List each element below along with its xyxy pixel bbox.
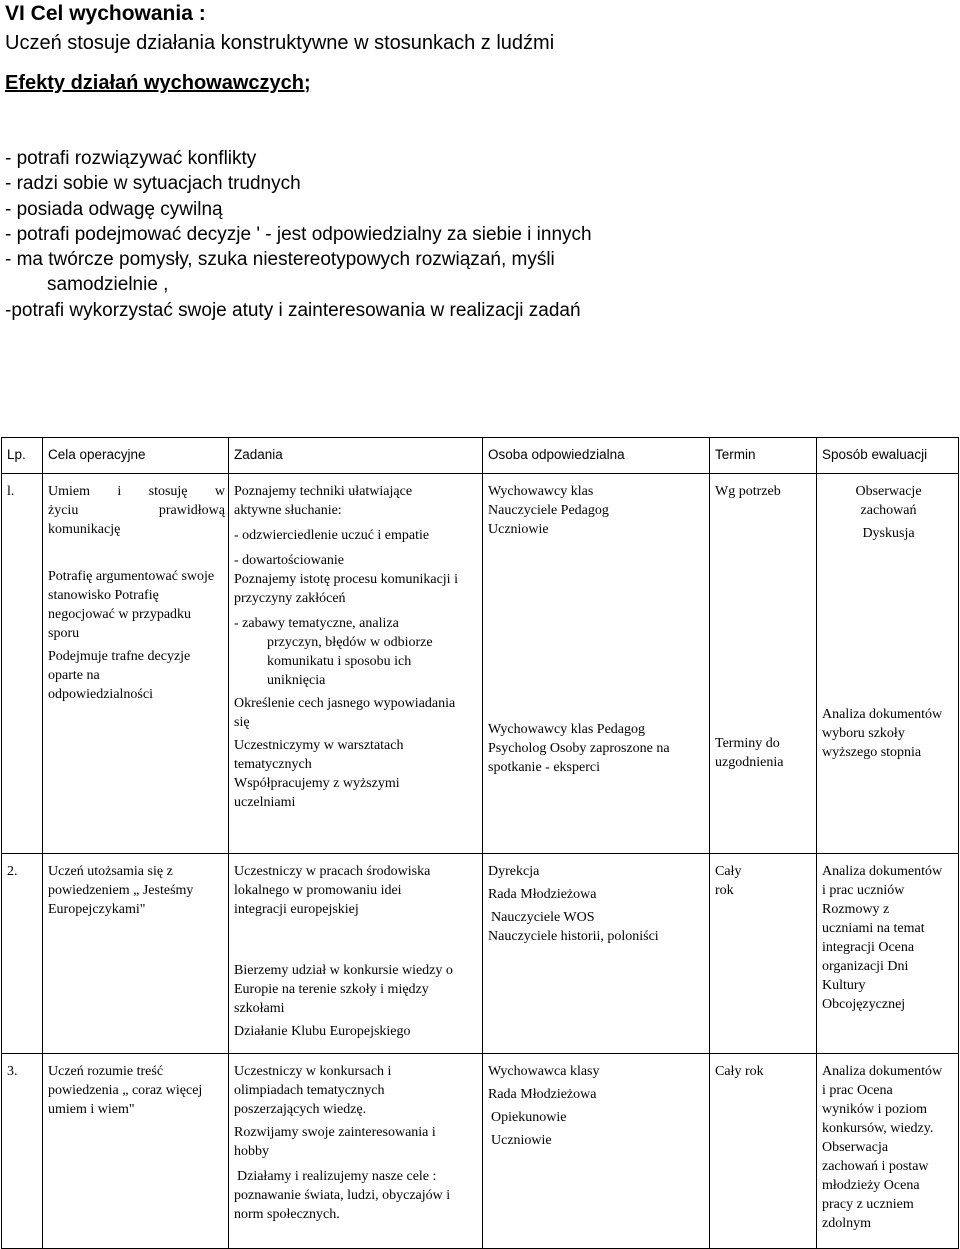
cell-termin: Cały rok [710, 854, 817, 1054]
table-header-row [2, 438, 959, 474]
effects-title: Efekty działań wychowawczych; [5, 72, 311, 94]
header-termin: Termin [710, 438, 817, 474]
section-title: VI Cel wychowania : [5, 2, 206, 25]
effect-item: samodzielnie , [47, 274, 169, 296]
cell-cel: Umiem i stosuję w życiu prawidłową komunikację Potrafię argumentować swoje stanowisko Potrafię negocjować w przypadku sporu Podejmuje trafne decyzje oparte na odpowiedzialności [43, 474, 229, 854]
cell-osoba: Wychowawca klasy Rada Młodzieżowa Opiekunowie Uczniowie [483, 1054, 710, 1249]
cell-zadania: Poznajemy techniki ułatwiające aktywne słuchanie: - odzwierciedlenie uczuć i empatie - dowartościowanie Poznajemy istotę procesu komunikacji i przyczyny zakłóceń - zabawy tematyczne, analiza przyczyn, błędów w odbiorze komunikatu i sposobu ich uniknięcia Określenie cech jasnego wypowiadania się Uczestniczymy w warsztatach tematycznych Współpracujemy z wyższymi uczelniami [229, 474, 483, 854]
heading-block [5, 2, 955, 95]
effect-item: -potrafi wykorzystać swoje atuty i zainteresowania w realizacji zadań [5, 299, 581, 321]
effect-item: - radzi sobie w sytuacjach trudnych [5, 173, 301, 195]
cell-lp: 3. [2, 1054, 43, 1249]
cell-cel: Uczeń utożsamia się z powiedzeniem „ Jesteśmy Europejczykami" [43, 854, 229, 1054]
cell-ewaluacja: Analiza dokumentów i prac Ocena wyników i poziom konkursów, wiedzy. Obserwacja zachowań i postaw młodzieży Ocena pracy z uczniem zdolnym [817, 1054, 959, 1249]
header-osoba: Osoba odpowiedzialna [483, 438, 710, 474]
cell-osoba: Dyrekcja Rada Młodzieżowa Nauczyciele WOS Nauczyciele historii, poloniści [483, 854, 710, 1054]
effect-item: - potrafi rozwiązywać konflikty [5, 148, 257, 169]
cell-lp: l. [2, 474, 43, 854]
plan-table [1, 437, 959, 1249]
effect-item: - ma twórcze pomysły, szuka niestereotypowych rozwiązań, myśli [5, 249, 555, 271]
header-cel: Cela operacyjne [43, 438, 229, 474]
cell-ewaluacja: Obserwacje zachowań Dyskusja Analiza dokumentów wyboru szkoły wyższego stopnia [817, 474, 959, 854]
section-goal: Uczeń stosuje działania konstruktywne w stosunkach z ludźmi [5, 32, 555, 54]
effect-item: - potrafi podejmować decyzje ' - jest odpowiedzialny za siebie i innych [5, 223, 592, 245]
table-row [2, 1054, 959, 1249]
cell-termin: Wg potrzeb Terminy do uzgodnienia [710, 474, 817, 854]
cell-zadania: Uczestniczy w konkursach i olimpiadach tematycznych poszerzających wiedzę. Rozwijamy swoje zainteresowania i hobby Działamy i realizujemy nasze cele : poznawanie świata, ludzi, obyczajów i norm społecznych. [229, 1054, 483, 1249]
header-ewaluacja: Sposób ewaluacji [817, 438, 959, 474]
table-row [2, 474, 959, 854]
cell-lp: 2. [2, 854, 43, 1054]
cell-termin: Cały rok [710, 1054, 817, 1249]
effects-list [5, 146, 955, 323]
effect-item: - posiada odwagę cywilną [5, 198, 223, 220]
table-row [2, 854, 959, 1054]
cell-osoba: Wychowawcy klas Nauczyciele Pedagog Uczniowie Wychowawcy klas Pedagog Psycholog Osoby zaproszone na spotkanie - eksperci [483, 474, 710, 854]
cell-zadania: Uczestniczy w pracach środowiska lokalnego w promowaniu idei integracji europejskiej Bierzemy udział w konkursie wiedzy o Europie na terenie szkoły i między szkołami Działanie Klubu Europejskiego [229, 854, 483, 1054]
cell-cel: Uczeń rozumie treść powiedzenia „ coraz więcej umiem i wiem" [43, 1054, 229, 1249]
header-zadania: Zadania [229, 438, 483, 474]
header-lp: Lp. [2, 438, 43, 474]
cell-ewaluacja: Analiza dokumentów i prac uczniów Rozmowy z uczniami na temat integracji Ocena organizacji Dni Kultury Obcojęzycznej [817, 854, 959, 1054]
